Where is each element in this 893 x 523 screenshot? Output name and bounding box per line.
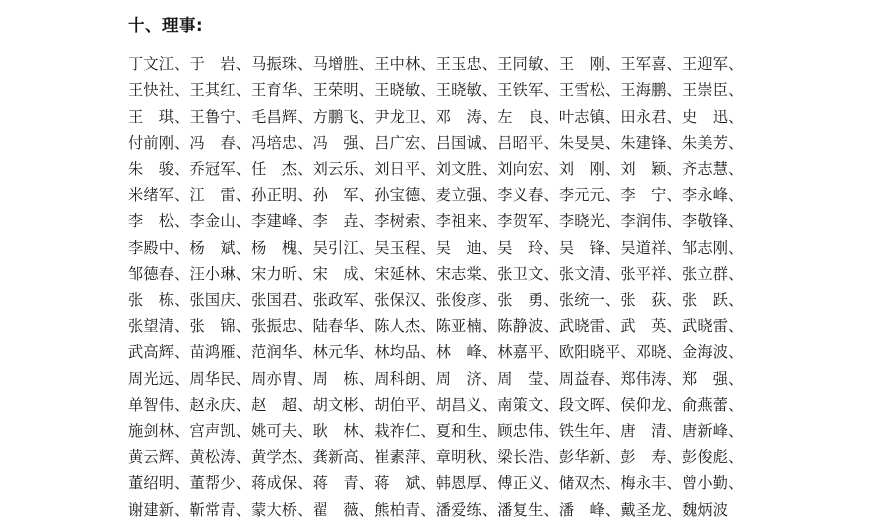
list-item: 李殿中、杨 斌、杨 槐、吴引江、吴玉程、吴 迪、吴 玲、吴 锋、吴道祥、邹志刚、 [128,238,744,257]
list-item: 周光远、周华民、周亦胄、周 栋、周科朗、周 济、周 莹、周益春、郑伟涛、郑 强、 [128,369,744,388]
list-item: 李 松、李金山、李建峰、李 垚、李树索、李祖来、李贺军、李晓光、李润伟、李敬锋、 [128,212,744,231]
list-item: 邹德春、汪小琳、宋力昕、宋 成、宋延林、宋志棠、张卫文、张文清、张平祥、张立群、 [128,264,744,283]
list-item: 黄云辉、黄松涛、黄学杰、龚新高、崔素萍、章明秋、梁长浩、彭华新、彭 寿、彭俊彪、 [128,448,744,467]
list-item: 张 栋、张国庆、张国君、张政军、张保汉、张俊彦、张 勇、张统一、张 荻、张 跃、 [128,290,744,309]
council-members-list [128,51,765,523]
list-item: 施剑林、宫声凯、姚可夫、耿 林、栽祚仁、夏和生、顾忠伟、铁生年、唐 清、唐新峰、 [128,421,744,440]
list-item: 王 琪、王鲁宁、毛昌辉、方鹏飞、尹龙卫、邓 涛、左 良、叶志镇、田永君、史 迅、 [128,107,744,126]
list-item: 朱 骏、乔冠军、任 杰、刘云乐、刘日平、刘文胜、刘向宏、刘 刚、刘 颖、齐志慧、 [128,159,744,178]
list-item: 王快社、王其红、王育华、王荣明、王晓敏、王晓敏、王铁军、王雪松、王海鹏、王崇臣、 [128,81,744,100]
list-item: 谢建新、靳常青、蒙大桥、翟 薇、熊柏青、潘爱练、潘复生、潘 峰、戴圣龙、魏炳波 [128,500,729,519]
list-item: 米绪军、江 雷、孙正明、孙 军、孙宝德、麦立强、李义春、李元元、李 宁、李永峰、 [128,186,744,205]
list-item: 付前刚、冯 春、冯培忠、冯 强、吕广宏、吕国诚、吕昭平、朱旻昊、朱建锋、朱美芳、 [128,133,744,152]
list-item: 武高辉、苗鸿雁、范润华、林元华、林均品、林 峰、林嘉平、欧阳晓平、邓晓、金海波、 [128,343,744,362]
list-item: 张望清、张 锦、张振忠、陆春华、陈人杰、陈亚楠、陈静波、武晓雷、武 英、武晓雷、 [128,317,744,336]
list-item: 单智伟、赵永庆、赵 超、胡文彬、胡伯平、胡昌义、南策文、段文晖、侯仰龙、俞燕蕾、 [128,395,744,414]
list-item: 董绍明、董帮少、蒋成保、蒋 青、蒋 斌、韩恩厚、傅正义、储双杰、梅永丰、曾小勤、 [128,474,744,493]
page-title: 十、理事: [128,16,204,35]
list-item: 丁文江、于 岩、马振珠、马增胜、王中林、王玉忠、王同敏、王 刚、王军喜、王迎军、 [128,55,744,74]
